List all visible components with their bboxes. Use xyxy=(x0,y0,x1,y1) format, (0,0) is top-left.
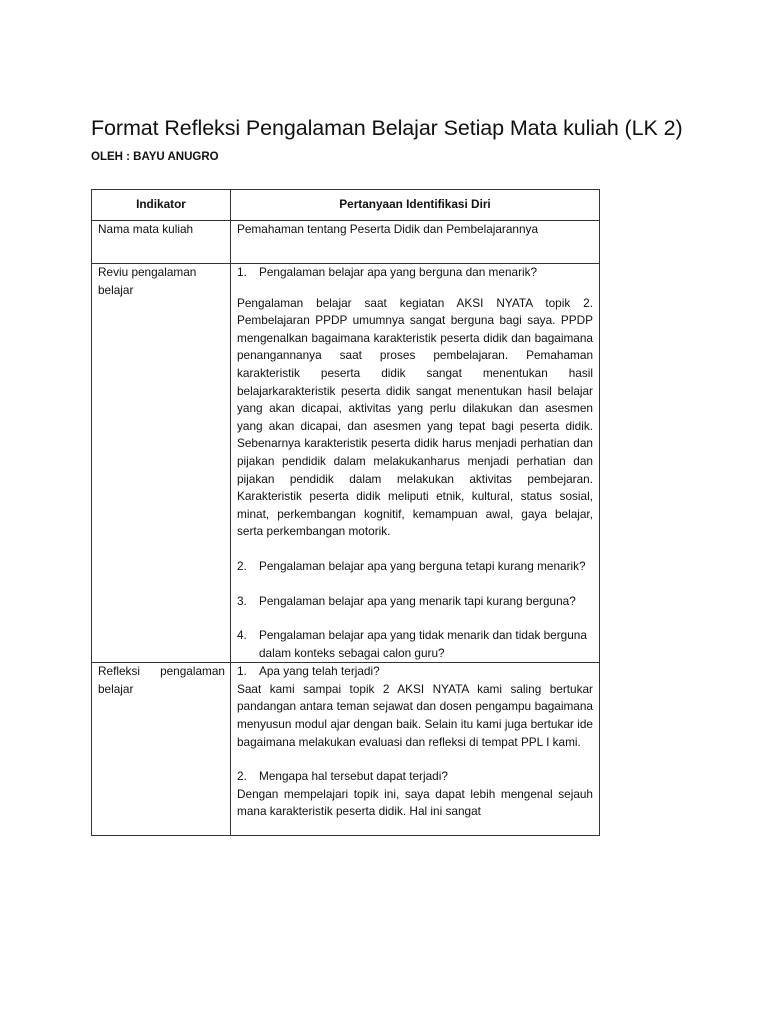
header-pertanyaan: Pertanyaan Identifikasi Diri xyxy=(231,190,600,221)
table-row-refleksi xyxy=(92,663,600,836)
label-nama-mata-kuliah: Nama mata kuliah xyxy=(92,221,231,264)
refleksi-q2-text: Mengapa hal tersebut dapat terjadi? xyxy=(259,769,448,784)
reviu-question-3 xyxy=(237,593,593,611)
reviu-q3-number: 3. xyxy=(237,593,247,608)
refleksi-q2-number: 2. xyxy=(237,769,247,784)
reviu-question-4 xyxy=(237,627,593,662)
table-row-reviu xyxy=(92,264,600,663)
refleksi-q1-text: Apa yang telah terjadi? xyxy=(259,664,380,679)
refleksi-question-2 xyxy=(237,768,593,786)
reviu-q4-number: 4. xyxy=(237,628,247,643)
content-refleksi xyxy=(231,663,600,836)
refleksi-q1-number: 1. xyxy=(237,664,247,679)
table-row-nama-mata-kuliah xyxy=(92,221,600,264)
reviu-q1-text: Pengalaman belajar apa yang berguna dan menarik? xyxy=(259,265,538,279)
header-indikator: Indikator xyxy=(92,190,231,221)
reviu-question-1 xyxy=(237,264,593,282)
value-nama-mata-kuliah: Pemahaman tentang Peserta Didik dan Pembelajarannya xyxy=(231,221,600,264)
reviu-q2-text: Pengalaman belajar apa yang berguna tetapi kurang menarik? xyxy=(259,558,586,573)
document-title: Format Refleksi Pengalaman Belajar Setiap Mata kuliah (LK 2) xyxy=(91,116,683,140)
reviu-q2-number: 2. xyxy=(237,558,247,573)
reviu-q1-number: 1. xyxy=(237,265,247,279)
label-refleksi xyxy=(92,663,231,836)
reflection-table xyxy=(91,189,600,836)
reviu-q4-text: Pengalaman belajar apa yang tidak menarik dan tidak berguna dalam konteks sebagai calon guru? xyxy=(259,628,587,660)
content-reviu xyxy=(231,264,600,663)
label-refleksi-text: Refleksi pengalaman belajar xyxy=(98,664,225,696)
reviu-q3-text: Pengalaman belajar apa yang menarik tapi kurang berguna? xyxy=(259,593,576,608)
document-author: OLEH : BAYU ANUGRO xyxy=(91,151,219,163)
reviu-answer-1: Pengalaman belajar saat kegiatan AKSI NYATA topik 2. Pembelajaran PPDP umumnya sangat berguna bagi saya. PPDP mengenalkan bagaimana karakteristik peserta didik dan bagaimana penangannanya saat proses pembelajaran. Pemahaman karakteristik peserta didik sangat menentukan hasil belajarkarakteristik peserta didik sangat menentukan hasil belajar yang akan dicapai, aktivitas yang perlu dilakukan dan asesmen yang akan dicapai, dan asesmen yang tepat bagi peserta didik. Sebenarnya karakteristik peserta didik harus menjadi perhatian dan pijakan pendidik dalam melakukanharus menjadi perhatian dan pijakan pendidik dalam melakukan aktivitas pembejaran. Karakteristik peserta didik meliputi etnik, kultural, status sosial, minat, perkembangan kognitif, kemampuan awal, gaya belajar, serta perkembangan motorik. xyxy=(237,295,593,539)
label-reviu xyxy=(92,264,231,663)
refleksi-question-1 xyxy=(237,663,593,681)
refleksi-answer-1: Saat kami sampai topik 2 AKSI NYATA kami saling bertukar pandangan antara teman sejawat dan dosen pengampu bagaimana menyusun modul ajar dengan baik. Selain itu kami juga bertukar ide bagaimana melakukan evaluasi dan refleksi di tempat PPL I kami. xyxy=(237,681,593,749)
reviu-question-2 xyxy=(237,558,593,576)
label-reviu-text: Reviu pengalaman belajar xyxy=(98,265,197,297)
table-header-row xyxy=(92,190,600,221)
refleksi-answer-2: Dengan mempelajari topik ini, saya dapat lebih mengenal sejauh mana karakteristik peserta didik. Hal ini sangat xyxy=(237,786,593,819)
refleksi-content-clip xyxy=(237,663,593,835)
